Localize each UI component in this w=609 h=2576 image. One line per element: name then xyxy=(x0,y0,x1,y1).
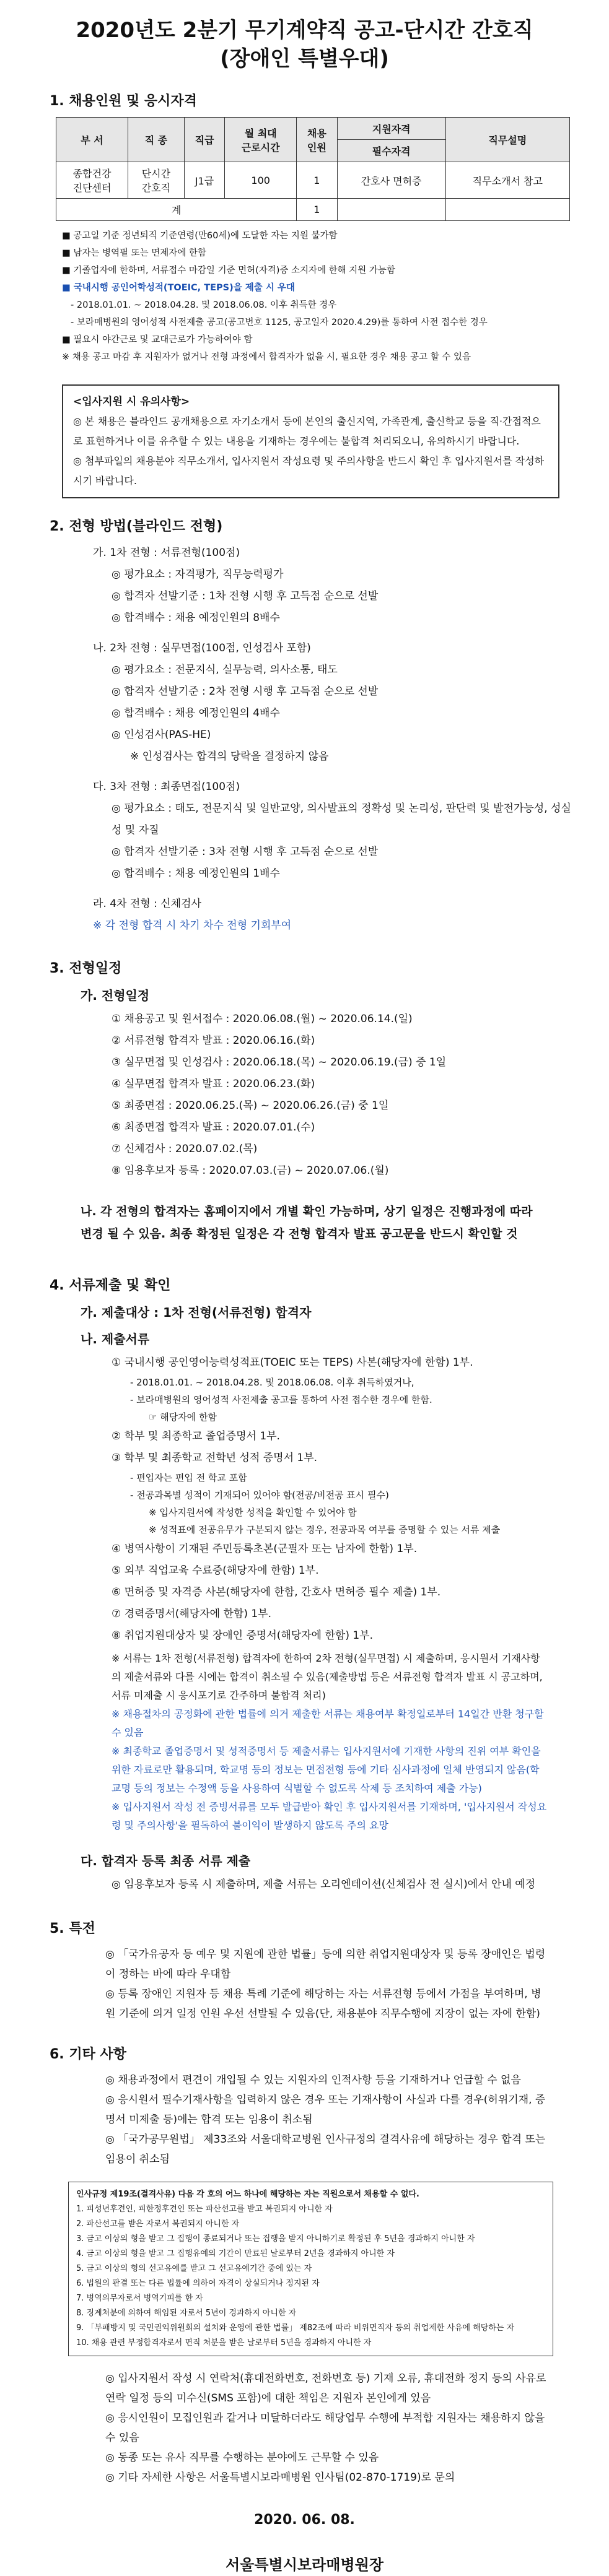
doc-item: ③ 학부 및 최종학교 전학년 성적 증명서 1부. xyxy=(112,1452,318,1464)
benefit-item: ◎ 등록 장애인 지원자 등 채용 특례 기준에 해당하는 자는 서류전형 등에서 가점을 부여하며, 병원 기준에 의거 일정 인원 우선 선발될 수 있음(단, 채용분야 직무수행에 지장이 없는 자에 한함) xyxy=(105,1988,541,2020)
section-1-notes xyxy=(62,227,572,366)
schedule-item: ③ 실무면접 및 인성검사 : 2020.06.18.(목) ~ 2020.06.19.(금) 중 1일 xyxy=(112,1056,447,1069)
doc-item: ☞ 해당자에 한함 xyxy=(149,1412,217,1423)
schedule-item: ① 채용공고 및 원서접수 : 2020.06.08.(월) ~ 2020.06.14.(일) xyxy=(112,1013,413,1025)
benefits-list xyxy=(105,1945,547,2024)
col-count: 채용 인원 xyxy=(297,118,337,162)
stage-4: 라. 4차 전형 : 신체검사 xyxy=(93,898,201,910)
cell-count: 1 xyxy=(297,162,337,199)
stage-1: 가. 1차 전형 : 서류전형(100점) xyxy=(93,547,240,559)
doc-item: - 보라매병원의 영어성적 사전제출 공고를 통하여 사전 접수한 경우에 한함. xyxy=(130,1394,432,1405)
benefit-item: ◎ 「국가유공자 등 예우 및 지원에 관한 법률」등에 의한 취업지원대상자 및 등록 장애인은 법령이 정하는 바에 따라 우대함 xyxy=(105,1948,546,1980)
col-qual: 지원자격 xyxy=(337,118,445,140)
list-item: ◎ 합격자 선발기준 : 1차 전형 시행 후 고득점 순으로 선발 xyxy=(112,590,379,602)
other-list xyxy=(105,2070,547,2169)
law-item: 6. 법원의 판결 또는 다른 법률에 의하여 자격이 상실되거나 정지된 자 xyxy=(76,2279,320,2288)
doc-note: ※ 서류는 1차 전형(서류전형) 합격자에 한하여 2차 전형(실무면접) 시 제출하며, 응시원서 기재사항의 제출서류와 다를 시에는 합격이 취소될 수 있음(제출방법 등은 서류전형 합격자 발표 시 공고하며, 서류 미제출 시 응시포기로 간주하며 불합격 처리) xyxy=(112,1652,543,1701)
list-item: ※ 인성검사는 합격의 당락을 결정하지 않음 xyxy=(130,750,329,763)
schedule-item: ⑧ 임용후보자 등록 : 2020.07.03.(금) ~ 2020.07.06.(월) xyxy=(112,1164,389,1177)
law-title: 인사규정 제19조(결격사유) 다음 각 호의 어느 하나에 해당하는 자는 직원으로서 채용할 수 없다. xyxy=(76,2190,419,2199)
schedule-item: ④ 실무면접 합격자 발표 : 2020.06.23.(화) xyxy=(112,1078,315,1090)
cell-desc: 직무소개서 참고 xyxy=(445,162,569,199)
list-item: ◎ 평가요소 : 전문지식, 실무능력, 의사소통, 태도 xyxy=(112,664,338,676)
schedule-list xyxy=(37,1008,572,1182)
document-title xyxy=(37,0,572,73)
note-item: - 2018.01.01. ~ 2018.04.28. 및 2018.06.08. 이후 취득한 경우 xyxy=(71,300,337,310)
law-item: 8. 징계처분에 의하여 해임된 자로서 5년이 경과하지 아니한 자 xyxy=(76,2309,297,2318)
list-item: ◎ 합격배수 : 채용 예정인원의 8배수 xyxy=(112,612,280,624)
doc-item: - 편입자는 편입 전 학교 포함 xyxy=(130,1472,247,1483)
note-item: ■ 공고일 기준 정년퇴직 기준연령(만60세)에 도달한 자는 지원 불가함 xyxy=(62,231,338,241)
other-item: ◎ 응시인원이 모집인원과 같거나 미달하더라도 해당업무 수행에 부적합 지원자는 채용하지 않을 수 있음 xyxy=(105,2412,545,2444)
list-item: ◎ 합격자 선발기준 : 2차 전형 시행 후 고득점 순으로 선발 xyxy=(112,685,379,698)
list-item: ◎ 합격자 선발기준 : 3차 전형 시행 후 고득점 순으로 선발 xyxy=(112,846,379,858)
other-list-2 xyxy=(105,2369,547,2487)
doc-item: ① 국내시행 공인영어능력성적표(TOEIC 또는 TEPS) 사본(해당자에 한함) 1부. xyxy=(112,1356,473,1369)
law-item: 4. 금고 이상의 형을 받고 그 집행유예의 기간이 만료된 날로부터 2년을 경과하지 아니한 자 xyxy=(76,2249,395,2258)
caution-title: <입사지원 시 유의사항> xyxy=(73,396,190,408)
cell-grade: J1급 xyxy=(184,162,224,199)
caution-p1: ◎ 본 채용은 블라인드 공개채용으로 자기소개서 등에 본인의 출신지역, 가족관계, 출신학교 등을 직·간접적으로 표현하거나 이를 유추할 수 있는 내용을 기재하는 경우에는 불합격 처리되오니, 유의하시기 바랍니다. xyxy=(73,415,541,447)
list-item: ◎ 합격배수 : 채용 예정인원의 4배수 xyxy=(112,707,280,719)
other-item: ◎ 입사지원서 작성 시 연락처(휴대전화번호, 전화번호 등) 기재 오류, 휴대전화 정지 등의 사유로 연락 일정 등의 미수신(SMS 포함)에 대한 책임은 지원자 본인에게 있음 xyxy=(105,2372,546,2405)
note-item: ■ 필요시 야간근로 및 교대근로가 가능하여야 함 xyxy=(62,335,253,345)
section-1-heading: 1. 채용인원 및 응시자격 xyxy=(50,93,197,109)
docs-list xyxy=(37,1352,572,1647)
section-6-heading: 6. 기타 사항 xyxy=(50,2047,126,2062)
list-item: ◎ 합격배수 : 채용 예정인원의 1배수 xyxy=(112,867,280,880)
doc-note: ※ 채용절차의 공정화에 관한 법률에 의거 제출한 서류는 채용여부 확정일로부터 14일간 반환 청구할 수 있음 xyxy=(112,1708,544,1738)
stage-2: 나. 2차 전형 : 실무면접(100점, 인성검사 포함) xyxy=(93,642,311,654)
section-5-heading: 5. 특전 xyxy=(50,1921,95,1936)
col-desc: 직무설명 xyxy=(445,118,569,162)
schedule-item: ② 서류전형 합격자 발표 : 2020.06.16.(화) xyxy=(112,1034,315,1047)
document-date: 2020. 06. 08. xyxy=(254,2512,355,2528)
section-4-sub-b: 나. 제출서류 xyxy=(81,1332,150,1347)
note-item: - 보라매병원의 영어성적 사전제출 공고(공고번호 1125, 공고일자 2020.4.29)를 통하여 사전 접수한 경우 xyxy=(71,318,488,327)
stage-3: 다. 3차 전형 : 최종면접(100점) xyxy=(93,781,240,793)
col-job: 직 종 xyxy=(128,118,185,162)
col-hours: 월 최대 근로시간 xyxy=(225,118,297,162)
caution-box xyxy=(62,384,559,498)
note-item: ■ 남자는 병역필 또는 면제자에 한함 xyxy=(62,248,206,258)
doc-item: ⑤ 외부 직업교육 수료증(해당자에 한함) 1부. xyxy=(112,1564,319,1577)
section-4-sub-a: 가. 제출대상 : 1차 전형(서류전형) 합격자 xyxy=(81,1305,312,1320)
col-req: 필수자격 xyxy=(337,140,445,162)
other-item: ◎ 기타 자세한 사항은 서울특별시보라매병원 인사팀(02-870-1719)로 문의 xyxy=(105,2471,455,2484)
schedule-item: ⑥ 최종면접 합격자 발표 : 2020.07.01.(수) xyxy=(112,1121,315,1134)
cell-total-count: 1 xyxy=(297,199,337,221)
law-item: 9. 「부패방지 및 국민권익위원회의 설치와 운영에 관한 법률」 제82조에 따라 비위면직자 등의 취업제한 사유에 해당하는 자 xyxy=(76,2323,515,2333)
other-item: ◎ 응시원서 필수기재사항을 입력하지 않은 경우 또는 기재사항이 사실과 다를 경우(허위기재, 증명서 미제출 등)에는 합격 또는 임용이 취소됨 xyxy=(105,2094,546,2126)
docs-notes xyxy=(112,1649,547,1835)
doc-item: ※ 성적표에 전공유무가 구분되지 않는 경우, 전공과목 여부를 증명할 수 있는 서류 제출 xyxy=(149,1524,501,1535)
col-grade: 직급 xyxy=(184,118,224,162)
section-4-sub-c: 다. 합격자 등록 최종 서류 제출 xyxy=(81,1854,251,1868)
doc-item: - 2018.01.01. ~ 2018.04.28. 및 2018.06.08. 이후 취득하였거나, xyxy=(130,1377,414,1388)
doc-item: ② 학부 및 최종학교 졸업증명서 1부. xyxy=(112,1430,280,1442)
doc-item: ④ 병역사항이 기재된 주민등록초본(군필자 또는 남자에 한함) 1부. xyxy=(112,1543,418,1555)
doc-item: - 전공과목별 성적이 기재되어 있어야 함(전공/비전공 표시 필수) xyxy=(130,1490,389,1501)
list-item: ◎ 인성검사(PAS-HE) xyxy=(112,729,211,741)
note-item: ■ 국내시행 공인어학성적(TOEIC, TEPS)을 제출 시 우대 xyxy=(62,283,295,293)
law-box xyxy=(68,2182,553,2356)
recruitment-table xyxy=(56,117,570,221)
doc-item: ⑧ 취업지원대상자 및 장애인 증명서(해당자에 한함) 1부. xyxy=(112,1629,374,1642)
note-item: ■ 기졸업자에 한하며, 서류접수 마감일 기준 면허(자격)증 소지자에 한해 지원 가능함 xyxy=(62,266,395,275)
doc-item: ⑥ 면허증 및 자격증 사본(해당자에 한함, 간호사 면허증 필수 제출) 1부. xyxy=(112,1586,441,1598)
other-item: ◎ 동종 또는 유사 직무를 수행하는 분야에도 근무할 수 있음 xyxy=(105,2452,379,2464)
title-line-1: 2020년도 2분기 무기계약직 공고-단시간 간호직 xyxy=(76,18,533,43)
cell-hours: 100 xyxy=(225,162,297,199)
other-item: ◎ 채용과정에서 편견이 개입될 수 있는 지원자의 인적사항 등을 기재하거나 언급할 수 없음 xyxy=(105,2074,521,2086)
law-item: 2. 파산선고를 받은 자로서 복권되지 아니한 자 xyxy=(76,2219,240,2229)
law-item: 7. 병역의무자로서 병역기피를 한 자 xyxy=(76,2294,203,2303)
schedule-item: ⑦ 신체검사 : 2020.07.02.(목) xyxy=(112,1143,258,1155)
cell-total-label: 계 xyxy=(56,199,297,221)
list-item: ※ 각 전형 합격 시 차기 차수 전형 기회부여 xyxy=(93,919,292,932)
cell-req: 간호사 면허증 xyxy=(337,162,445,199)
law-item: 3. 금고 이상의 형을 받고 그 집행이 종료되거나 또는 집행을 받지 아니하기로 확정된 후 5년을 경과하지 아니한 자 xyxy=(76,2234,475,2244)
law-item: 1. 피성년후견인, 피한정후견인 또는 파산선고를 받고 복권되지 아니한 자 xyxy=(76,2205,333,2214)
law-item: 10. 채용 관련 부정합격자로서 면직 처분을 받은 날로부터 5년을 경과하지 아니한 자 xyxy=(76,2338,372,2348)
schedule-note: 나. 각 전형의 합격자는 홈페이지에서 개별 확인 가능하며, 상기 일정은 진행과정에 따라 변경 될 수 있음. 최종 확정된 일정은 각 전형 합격자 발표 공고문을 반드시 확인할 것 xyxy=(81,1205,533,1241)
schedule-item: ⑤ 최종면접 : 2020.06.25.(목) ~ 2020.06.26.(금) 중 1일 xyxy=(112,1099,389,1112)
law-item: 5. 금고 이상의 형의 선고유예를 받고 그 선고유예기간 중에 있는 자 xyxy=(76,2264,312,2273)
doc-item: ⑦ 경력증명서(해당자에 한함) 1부. xyxy=(112,1608,271,1620)
doc-note: ※ 최종학교 졸업증명서 및 성적증명서 등 제출서류는 입사지원서에 기재한 사항의 진위 여부 확인을 위한 자료로만 활용되며, 학교명 등의 정보는 면접전형 등에 기타 심사과정에 일체 반영되지 않음(학교명 등의 정보는 수정액 등을 사용하여 식별할 수 없도록 삭제 등 조치하여 제출 가능) xyxy=(112,1745,541,1794)
section-2-heading: 2. 전형 방법(블라인드 전형) xyxy=(50,519,223,534)
other-item: ◎ 「국가공무원법」 제33조와 서울대학교병원 인사규정의 결격사유에 해당하는 경우 합격 또는 임용이 취소됨 xyxy=(105,2133,546,2166)
doc-note: ※ 입사지원서 작성 전 증빙서류를 모두 발급받아 확인 후 입사지원서를 기재하며, '입사지원서 작성요령 및 주의사항'을 필독하여 불이익이 발생하지 않도록 주의 요망 xyxy=(112,1801,547,1831)
list-item: ◎ 평가요소 : 태도, 전문지식 및 일반교양, 의사발표의 정확성 및 논리성, 판단력 및 발전가능성, 성실성 및 자질 xyxy=(112,802,571,836)
section-3-sub: 가. 전형일정 xyxy=(81,988,150,1003)
caution-p2: ◎ 첨부파일의 채용분야 직무소개서, 입사지원서 작성요령 및 주의사항을 반드시 확인 후 입사지원서를 작성하시기 바랍니다. xyxy=(73,455,545,487)
doc-item: ◎ 임용후보자 등록 시 제출하며, 제출 서류는 오리엔테이션(신체검사 전 실시)에서 안내 예정 xyxy=(112,1878,536,1891)
cell-dept: 종합건강 진단센터 xyxy=(56,162,128,199)
cell-job: 단시간 간호직 xyxy=(128,162,185,199)
section-4-heading: 4. 서류제출 및 확인 xyxy=(50,1278,171,1293)
table-row xyxy=(56,162,570,199)
section-2-body xyxy=(37,542,572,937)
section-3-heading: 3. 전형일정 xyxy=(50,961,122,976)
note-item: ※ 채용 공고 마감 후 지원자가 없거나 전형 과정에서 합격자가 없을 시, 필요한 경우 채용 공고 할 수 있음 xyxy=(62,352,471,362)
table-total-row xyxy=(56,199,570,221)
col-dept: 부 서 xyxy=(56,118,128,162)
issuing-organization: 서울특별시보라매병원장 xyxy=(225,2556,384,2574)
doc-item: ※ 입사지원서에 작성한 성적을 확인할 수 있어야 함 xyxy=(149,1507,357,1518)
list-item: ◎ 평가요소 : 자격평가, 직무능력평가 xyxy=(112,568,284,581)
title-line-2: (장애인 특별우대) xyxy=(220,46,389,71)
